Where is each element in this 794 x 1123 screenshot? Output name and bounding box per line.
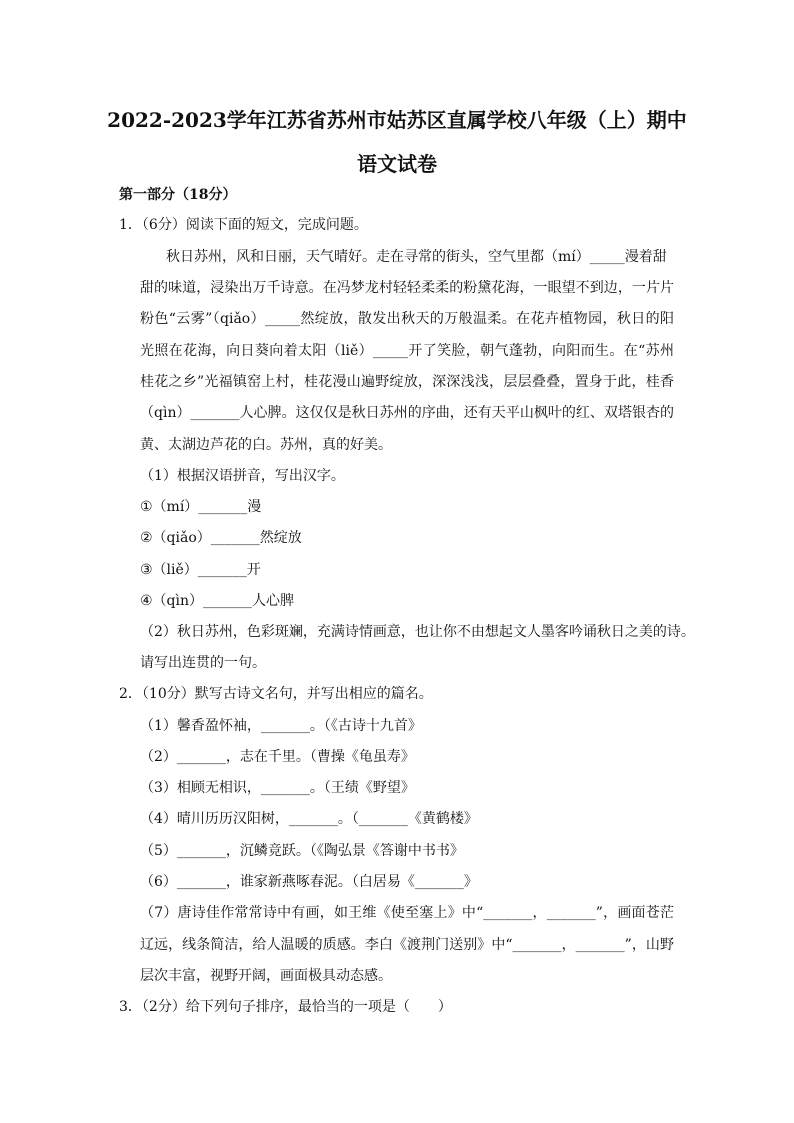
q1-passage-line: （qìn）_______人心脾。这仅仅是秋日苏州的序曲，还有天平山枫叶的红、双塔银杏的: [140, 405, 674, 421]
section-label: 第一部分（18分）: [119, 187, 237, 203]
q1-sub2-line: 请写出连贯的一句。: [140, 655, 266, 671]
q2-item7-line: 层次丰富，视野开阔，画面极具动态感。: [140, 968, 392, 984]
q2-item: （1）馨香盈怀袖，_______。（《古诗十九首》: [140, 718, 422, 734]
q1-passage-line: 桂花之乡”光福镇窑上村，桂花漫山遍野绽放，深深浅浅，层层叠叠，置身于此，桂香: [140, 374, 674, 390]
q2-item: （3）相顾无相识，_______。（王绩《野望》: [140, 780, 415, 796]
q1-passage-line: 秋日苏州，风和日丽，天气晴好。走在寻常的街头，空气里都（mí）_____漫着甜: [166, 249, 667, 265]
q1-stem: 1．（6分）阅读下面的短文，完成问题。: [119, 217, 368, 233]
q2-item7-line: 辽远，线条简洁，给人温暖的质感。李白《渡荆门送别》中“_______，_______”，山野: [140, 937, 674, 953]
q2-item7-line: （7）唐诗佳作常常诗中有画，如王维《使至塞上》中“_______，_______”，画面苍茫: [140, 905, 674, 921]
q1-passage-line: 黄、太湖边芦花的白。苏州，真的好美。: [140, 437, 392, 453]
q2-item: （6）_______，谁家新燕啄春泥。（白居易《_______》: [140, 874, 478, 890]
q1-sub1-item: ②（qiǎo）_______然绽放: [140, 530, 302, 546]
q1-sub1-stem: （1）根据汉语拼音，写出汉字。: [140, 468, 345, 484]
q1-passage-line: 甜的味道，浸染出万千诗意。在冯梦龙村轻轻柔柔的粉黛花海，一眼望不到边，一片片: [140, 280, 674, 296]
q1-sub1-item: ④（qìn）_______人心脾: [140, 593, 295, 609]
q2-item: （2）_______，志在千里。（曹操《龟虽寿》: [140, 749, 415, 765]
exam-title-line2: 语文试卷: [357, 152, 437, 176]
q3-stem: 3．（2分）给下列句子排序，最恰当的一项是（ ）: [119, 999, 452, 1015]
q1-passage-line: 粉色“云雾”（qiǎo）_____然绽放，散发出秋天的万般温柔。在花卉植物园，秋日的阳: [140, 311, 674, 327]
q2-item: （4）晴川历历汉阳树，_______。（_______《黄鹤楼》: [140, 811, 478, 827]
q2-item: （5）_______，沉鳞竞跃。（《陶弘景《答谢中书书》: [140, 843, 464, 859]
q1-passage-line: 光照在花海，向日葵向着太阳（liě）_____开了笑脸，朝气蓬勃，向阳而生。在“苏州: [140, 343, 674, 359]
q1-sub1-item: ③（liě）_______开: [140, 562, 261, 578]
q1-sub1-item: ①（mí）_______漫: [140, 499, 262, 515]
exam-title-line1: 2022-2023学年江苏省苏州市姑苏区直属学校八年级（上）期中: [107, 108, 687, 132]
q1-sub2-line: （2）秋日苏州，色彩斑斓，充满诗情画意，也让你不由想起文人墨客吟诵秋日之美的诗。: [140, 624, 695, 640]
q2-stem: 2．（10分）默写古诗文名句，并写出相应的篇名。: [119, 686, 433, 702]
